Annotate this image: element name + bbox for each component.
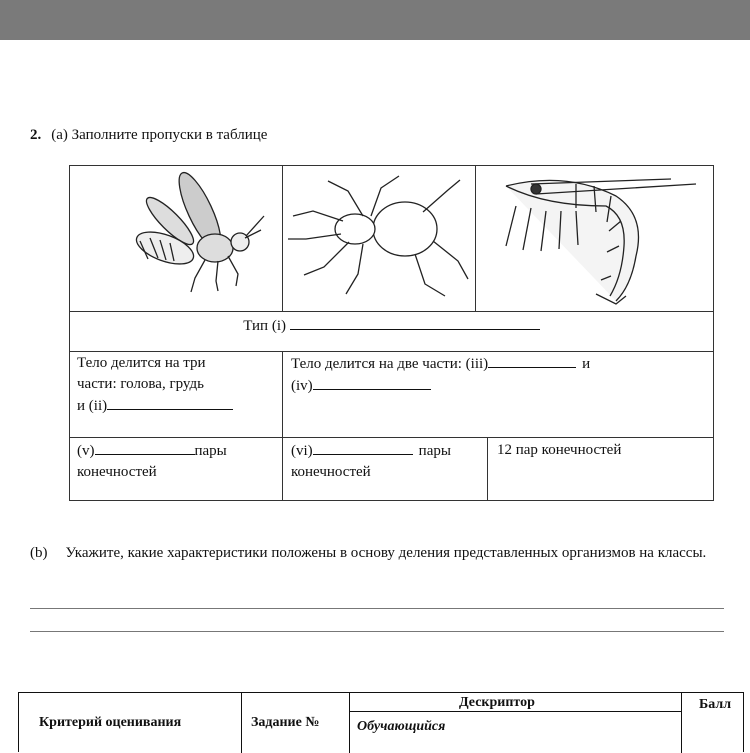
question-part-a: (a) Заполните пропуски в таблице bbox=[51, 127, 268, 143]
cell-limbs-crustacean: 12 пар конечностей bbox=[497, 442, 622, 458]
cell-insect-line2: части: голова, грудь bbox=[77, 376, 204, 392]
fill-in-table bbox=[69, 165, 714, 501]
limbs-vi-line2: конечностей bbox=[291, 464, 371, 480]
label-vi: (vi) bbox=[291, 443, 313, 459]
image-row bbox=[70, 166, 713, 312]
question-number: 2. bbox=[30, 127, 42, 143]
part-b-text: Укажите, какие характеристики положены в основу деления представленных организмов на классы. bbox=[65, 545, 707, 561]
blank-v[interactable] bbox=[95, 440, 195, 455]
blank-iv[interactable] bbox=[313, 375, 431, 390]
top-bar bbox=[0, 0, 750, 40]
type-label: Тип (i) bbox=[243, 318, 286, 334]
limbs-vi-line1 bbox=[291, 440, 481, 462]
cell-arach-line2 bbox=[291, 375, 701, 397]
cell-limbs-vi bbox=[291, 440, 481, 483]
cell-arach-line1 bbox=[291, 353, 701, 375]
cell-insect-line1: Тело делится на три bbox=[77, 355, 206, 371]
question-title bbox=[30, 127, 267, 144]
label-iii: Тело делится на две части: (iii) bbox=[291, 356, 489, 372]
divider bbox=[349, 711, 681, 712]
student-header: Обучающийся bbox=[357, 719, 446, 734]
blank-vi[interactable] bbox=[313, 440, 413, 455]
criterion-header: Критерий оценивания bbox=[39, 715, 182, 730]
insect-image bbox=[70, 166, 282, 311]
task-header: Задание № bbox=[251, 715, 320, 730]
col-divider bbox=[282, 351, 283, 501]
blank-iii[interactable] bbox=[488, 353, 576, 368]
part-b-label: (b) bbox=[30, 545, 48, 561]
score-header: Балл bbox=[699, 697, 732, 712]
divider bbox=[681, 693, 682, 753]
spider-image bbox=[283, 166, 475, 311]
answer-line[interactable] bbox=[30, 631, 724, 632]
limbs-vi-suffix: пары bbox=[418, 443, 451, 459]
row-divider bbox=[70, 437, 713, 438]
blank-ii[interactable] bbox=[107, 395, 233, 410]
shrimp-image bbox=[476, 166, 713, 311]
divider bbox=[349, 693, 350, 753]
type-row bbox=[70, 315, 713, 337]
and-word: и bbox=[582, 356, 591, 372]
blank-i[interactable] bbox=[290, 315, 540, 330]
limbs-v-line1 bbox=[77, 440, 277, 462]
footer-table bbox=[18, 692, 744, 752]
row-divider bbox=[70, 351, 713, 352]
part-b bbox=[30, 541, 737, 565]
label-iv: (iv) bbox=[291, 378, 313, 394]
limbs-v-suffix: пары bbox=[194, 443, 227, 459]
col-divider bbox=[487, 437, 488, 501]
cell-limbs-v bbox=[77, 440, 277, 483]
cell-arachnid-body bbox=[291, 353, 701, 397]
descriptor-header: Дескриптор bbox=[459, 695, 535, 710]
label-ii: и (ii) bbox=[77, 398, 108, 414]
divider bbox=[241, 693, 242, 753]
cell-insect-line3 bbox=[77, 395, 277, 417]
label-v: (v) bbox=[77, 443, 95, 459]
cell-insect-body bbox=[77, 353, 277, 417]
limbs-v-line2: конечностей bbox=[77, 464, 157, 480]
answer-line[interactable] bbox=[30, 608, 724, 609]
